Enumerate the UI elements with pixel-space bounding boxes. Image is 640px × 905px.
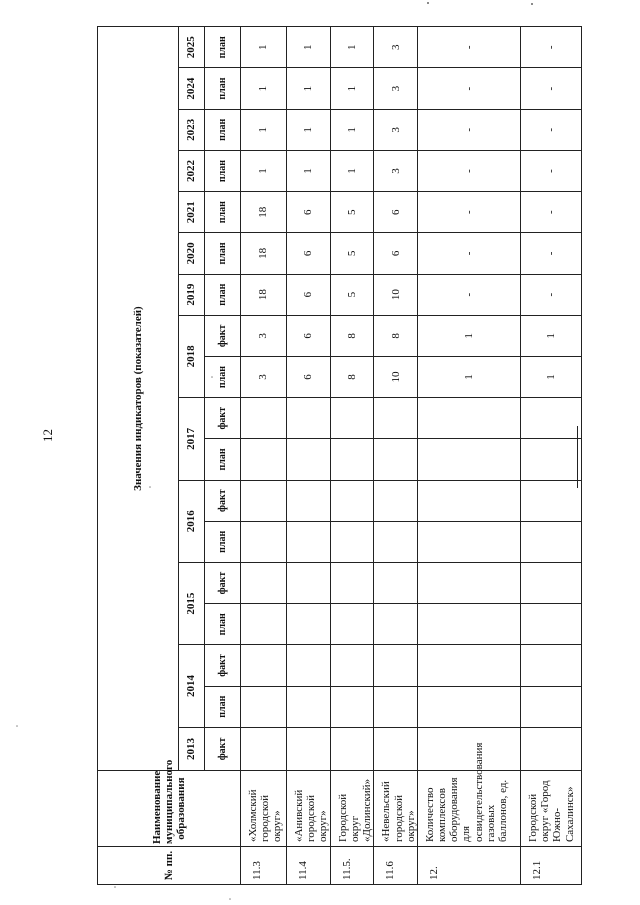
indicator-value-cell: 10 [374, 356, 418, 397]
indicator-value-cell: - [521, 150, 582, 191]
page-number: 12 [40, 429, 55, 442]
indicator-value-cell: 1 [330, 27, 374, 69]
row-number: 11.4 [287, 847, 331, 885]
indicator-value-cell [330, 398, 374, 439]
indicator-value-cell: 6 [374, 192, 418, 233]
indicator-value-cell: 8 [330, 356, 374, 397]
indicator-value-cell: - [521, 68, 582, 109]
indicator-value-cell [330, 439, 374, 480]
indicator-value-cell [330, 562, 374, 603]
indicator-value-cell: - [418, 150, 521, 191]
indicator-value-cell: 3 [374, 109, 418, 150]
indicator-value-cell: 3 [240, 356, 286, 397]
indicator-value-cell: - [418, 109, 521, 150]
indicator-value-cell [521, 480, 582, 521]
row-municipality-name: Количество комплексов оборудования для освидетельствования газовых баллонов, ед. [418, 771, 521, 847]
indicator-value-cell: - [418, 233, 521, 274]
indicator-value-cell: 1 [240, 109, 286, 150]
subheader-fact: факт [205, 562, 240, 603]
indicator-value-cell: 18 [240, 274, 286, 315]
indicator-value-cell: 8 [330, 315, 374, 356]
subheader-plan: план [205, 192, 240, 233]
indicator-value-cell: - [521, 109, 582, 150]
indicator-value-cell: - [418, 68, 521, 109]
rotated-table-container [97, 26, 582, 885]
indicator-value-cell [374, 439, 418, 480]
indicator-value-cell: 6 [287, 192, 331, 233]
indicator-value-cell [374, 645, 418, 686]
indicator-value-cell: 5 [330, 233, 374, 274]
indicator-value-cell: - [521, 274, 582, 315]
row-municipality-name: «Анивский городской округ» [287, 771, 331, 847]
indicator-value-cell: 5 [330, 192, 374, 233]
indicator-value-cell [374, 727, 418, 770]
row-number: 11.3 [240, 847, 286, 885]
row-municipality-name: «Холмский городской округ» [240, 771, 286, 847]
indicator-value-cell: 10 [374, 274, 418, 315]
indicator-value-cell: - [521, 27, 582, 69]
indicator-value-cell [287, 398, 331, 439]
indicator-value-cell [374, 604, 418, 645]
indicator-value-cell: 1 [287, 150, 331, 191]
indicator-value-cell [287, 686, 331, 727]
indicator-value-cell [521, 727, 582, 770]
header-year: 2020 [178, 233, 204, 274]
indicator-value-cell [374, 562, 418, 603]
indicator-value-cell: 8 [374, 315, 418, 356]
table-row [330, 27, 374, 885]
header-year: 2019 [178, 274, 204, 315]
indicator-value-cell: 1 [418, 315, 521, 356]
indicator-value-cell: 3 [374, 68, 418, 109]
indicator-value-cell [240, 521, 286, 562]
header-year: 2023 [178, 109, 204, 150]
indicator-value-cell [287, 727, 331, 770]
table-row [240, 27, 286, 885]
subheader-fact: факт [205, 398, 240, 439]
row-municipality-name: «Невельский городской округ» [374, 771, 418, 847]
header-year: 2022 [178, 150, 204, 191]
indicator-value-cell [418, 398, 521, 439]
indicator-value-cell [521, 604, 582, 645]
subheader-plan: план [205, 439, 240, 480]
header-year: 2025 [178, 27, 204, 69]
indicator-value-cell: 6 [287, 274, 331, 315]
header-year: 2021 [178, 192, 204, 233]
header-col-number: № пп. [98, 847, 241, 885]
indicator-value-cell: - [418, 274, 521, 315]
indicator-value-cell [330, 686, 374, 727]
row-municipality-name: Городской округ «Долинский» [330, 771, 374, 847]
indicator-value-cell: 6 [287, 315, 331, 356]
indicator-value-cell [330, 480, 374, 521]
indicator-value-cell: 18 [240, 192, 286, 233]
indicator-value-cell [240, 686, 286, 727]
subheader-plan: план [205, 27, 240, 69]
row-number: 11.5. [330, 847, 374, 885]
indicator-value-cell: - [418, 192, 521, 233]
indicator-value-cell [240, 645, 286, 686]
header-year: 2024 [178, 68, 204, 109]
header-year: 2016 [178, 480, 204, 562]
indicator-value-cell [330, 645, 374, 686]
indicator-value-cell [418, 727, 521, 770]
indicator-value-cell [240, 398, 286, 439]
indicator-value-cell: - [521, 233, 582, 274]
header-year: 2018 [178, 315, 204, 397]
subheader-plan: план [205, 686, 240, 727]
subheader-fact: факт [205, 645, 240, 686]
indicator-value-cell [418, 439, 521, 480]
indicator-value-cell [240, 562, 286, 603]
indicator-value-cell: 3 [240, 315, 286, 356]
indicator-value-cell [240, 727, 286, 770]
subheader-fact: факт [205, 315, 240, 356]
subheader-fact: факт [205, 727, 240, 770]
row-municipality-name: Городской округ «Город Южно-Сахалинск» [521, 771, 582, 847]
indicator-value-cell: 1 [287, 109, 331, 150]
indicator-value-cell: - [418, 27, 521, 69]
header-year: 2014 [178, 645, 204, 727]
table-row [374, 27, 418, 885]
indicator-value-cell [374, 480, 418, 521]
indicator-value-cell: 1 [418, 356, 521, 397]
table-row [418, 27, 521, 885]
indicator-value-cell: 1 [240, 27, 286, 69]
indicator-value-cell [287, 439, 331, 480]
indicator-value-cell [374, 521, 418, 562]
subheader-plan: план [205, 233, 240, 274]
indicator-value-cell: 6 [287, 233, 331, 274]
table-row [521, 27, 582, 885]
indicator-value-cell: 1 [521, 356, 582, 397]
indicator-value-cell [287, 562, 331, 603]
indicator-value-cell: - [521, 192, 582, 233]
subheader-plan: план [205, 521, 240, 562]
indicator-value-cell [240, 604, 286, 645]
indicator-value-cell [521, 439, 582, 480]
header-year: 2013 [178, 727, 204, 770]
indicator-value-cell [418, 604, 521, 645]
row-number: 11.6 [374, 847, 418, 885]
indicator-value-cell [418, 521, 521, 562]
row-number: 12. [418, 847, 521, 885]
subheader-fact: факт [205, 480, 240, 521]
indicator-value-cell [240, 480, 286, 521]
subheader-plan: план [205, 150, 240, 191]
indicator-value-cell: 1 [287, 27, 331, 69]
indicator-value-cell [521, 521, 582, 562]
indicator-value-cell [521, 686, 582, 727]
indicator-value-cell: 6 [287, 356, 331, 397]
indicator-value-cell [418, 480, 521, 521]
header-year: 2017 [178, 398, 204, 480]
subheader-plan: план [205, 109, 240, 150]
indicator-value-cell [287, 521, 331, 562]
table-body [240, 27, 581, 885]
indicator-value-cell [418, 686, 521, 727]
indicator-value-cell: 6 [374, 233, 418, 274]
indicator-value-cell: 1 [521, 315, 582, 356]
indicator-value-cell [330, 727, 374, 770]
indicator-value-cell: 1 [330, 150, 374, 191]
indicator-value-cell: 1 [330, 109, 374, 150]
indicator-value-cell [521, 645, 582, 686]
indicator-value-cell [287, 645, 331, 686]
indicators-table [97, 26, 582, 885]
subheader-plan: план [205, 68, 240, 109]
header-indicator-values: Значения индикаторов (показателей) [98, 27, 179, 771]
indicator-value-cell [240, 439, 286, 480]
row-number: 12.1 [521, 847, 582, 885]
indicator-value-cell [418, 562, 521, 603]
indicator-value-cell: 1 [240, 68, 286, 109]
subheader-plan: план [205, 274, 240, 315]
indicator-value-cell: 1 [330, 68, 374, 109]
indicator-value-cell [287, 604, 331, 645]
header-year: 2015 [178, 562, 204, 644]
table-row [287, 27, 331, 885]
indicator-value-cell [374, 686, 418, 727]
indicator-value-cell [374, 398, 418, 439]
subheader-plan: план [205, 356, 240, 397]
indicator-value-cell: 3 [374, 27, 418, 69]
indicator-value-cell: 18 [240, 233, 286, 274]
indicator-value-cell [521, 562, 582, 603]
subheader-plan: план [205, 604, 240, 645]
indicator-value-cell [521, 398, 582, 439]
indicator-value-cell [330, 604, 374, 645]
indicator-value-cell [287, 480, 331, 521]
indicator-value-cell: 5 [330, 274, 374, 315]
header-col-municipality: Наименование муниципального образования [98, 771, 241, 847]
indicator-value-cell: 3 [374, 150, 418, 191]
indicator-value-cell [330, 521, 374, 562]
indicator-value-cell: 1 [287, 68, 331, 109]
indicator-value-cell [418, 645, 521, 686]
indicator-value-cell: 1 [240, 150, 286, 191]
